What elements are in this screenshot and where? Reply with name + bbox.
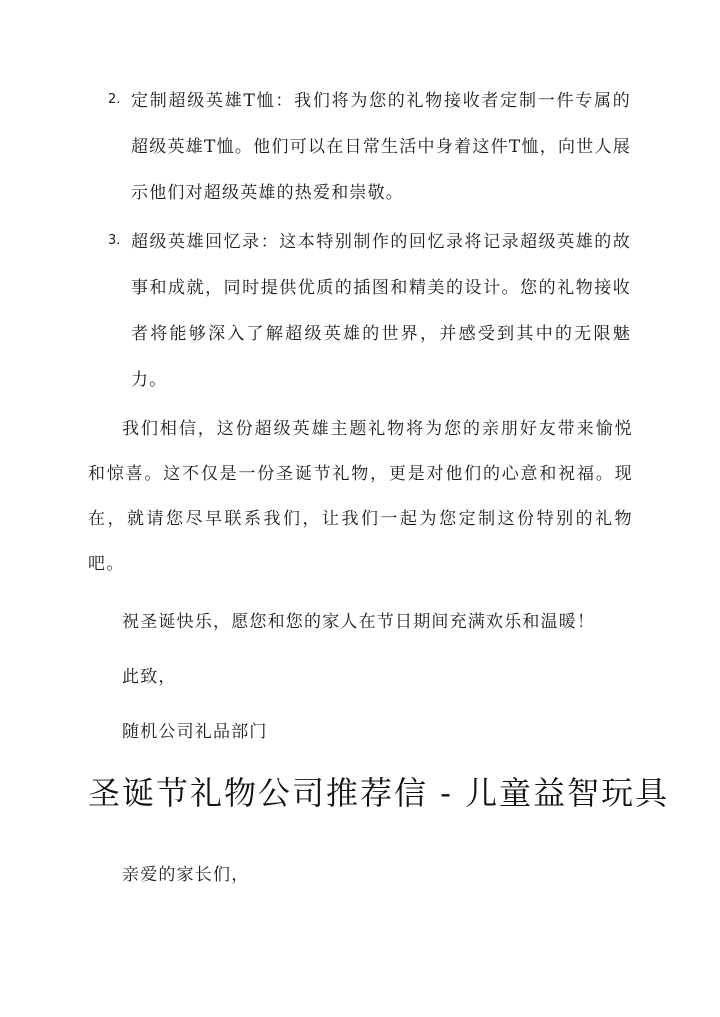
body-paragraph: 我们相信，这份超级英雄主题礼物将为您的亲朋好友带来愉悦和惊喜。这不仅是一份圣诞节礼物，更是对他们的心意和祝福。现在，就请您尽早联系我们，让我们一起为您定制这份特别的礼物吧。 xyxy=(88,419,633,574)
list-number: 3. xyxy=(108,233,121,248)
greeting-line: 亲爱的家长们， xyxy=(122,865,250,885)
list-item-text: 定制超级英雄T恤：我们将为您的礼物接收者定制一件专属的超级英雄T恤。他们可以在日常生活中身着这件T恤，向世人展示他们对超级英雄的热爱和崇敬。 xyxy=(131,91,631,203)
list-number: 2. xyxy=(108,92,121,107)
section-heading: 圣诞节礼物公司推荐信 - 儿童益智玩具 xyxy=(88,774,670,812)
wishes-line: 祝圣诞快乐，愿您和您的家人在节日期间充满欢乐和温暖！ xyxy=(122,612,596,632)
list-item-text: 超级英雄回忆录：这本特别制作的回忆录将记录超级英雄的故事和成就，同时提供优质的插图和精美的设计。您的礼物接收者将能够深入了解超级英雄的世界，并感受到其中的无限魅力。 xyxy=(131,232,631,390)
signature-line: 随机公司礼品部门 xyxy=(122,722,268,742)
closing-line: 此致， xyxy=(122,667,177,687)
